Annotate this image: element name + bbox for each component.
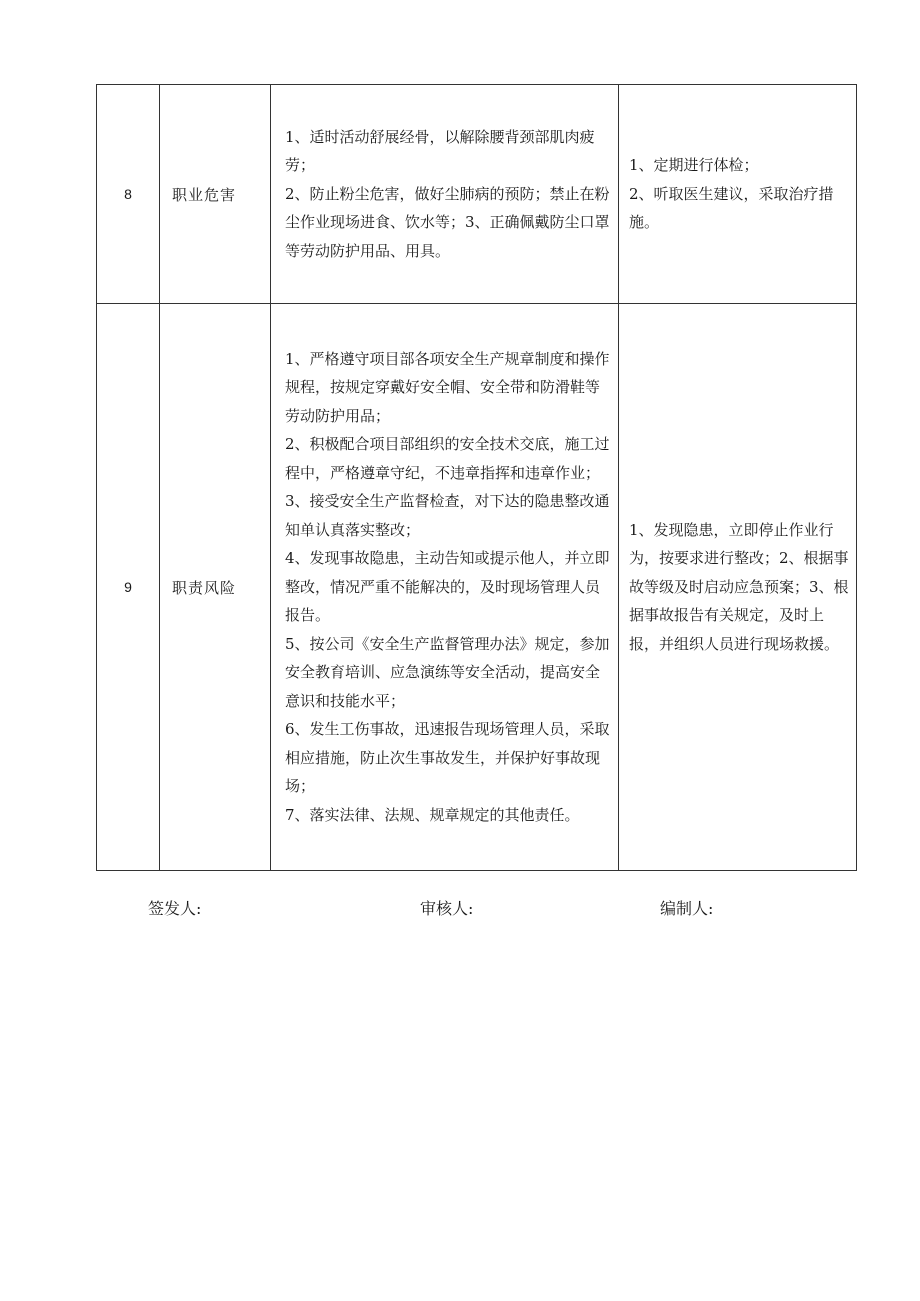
control-measures [271,304,619,871]
control-measures [271,85,619,304]
emergency-response [619,85,857,304]
table-row [97,304,857,871]
compiler-signature-label: 编制人: [660,899,714,918]
signature-line [0,896,920,924]
measure-item: 1、适时活动舒展经骨，以解除腰背颈部肌肉疲劳； [285,127,595,175]
emergency-response [619,304,857,871]
table-row [97,85,857,304]
measure-item: 2、防止粉尘危害，做好尘肺病的预防；禁止在粉尘作业现场进食、饮水等；3、正确佩戴防尘口罩等劳动防护用品、用具。 [285,184,610,260]
row-number: 9 [97,304,160,871]
measure-item: 4、发现事故隐患，主动告知或提示他人，并立即整改，情况严重不能解决的，及时现场管理人员报告。 [285,549,610,625]
risk-type: 职业危害 [160,85,271,304]
response-item: 1、发现隐患，立即停止作业行为，按要求进行整改；2、根据事故等级及时启动应急预案；3、根据事故报告有关规定，及时上报，并组织人员进行现场救援。 [629,520,849,653]
risk-type: 职责风险 [160,304,271,871]
measure-item: 6、发生工伤事故，迅速报告现场管理人员，采取相应措施，防止次生事故发生，并保护好事故现场； [285,720,610,796]
measure-item: 2、积极配合项目部组织的安全技术交底，施工过程中，严格遵章守纪，不违章指挥和违章作业； [285,435,610,482]
measure-item: 1、严格遵守项目部各项安全生产规章制度和操作规程，按规定穿戴好安全帽、安全带和防滑鞋等劳动防护用品； [285,349,610,425]
response-item: 2、听取医生建议，采取治疗措施。 [629,184,834,232]
measure-item: 7、落实法律、法规、规章规定的其他责任。 [285,805,580,824]
reviewer-signature-label: 审核人: [420,899,474,918]
row-number: 8 [97,85,160,304]
response-item: 1、定期进行体检； [629,156,759,175]
risk-table [96,84,857,871]
measure-item: 5、按公司《安全生产监督管理办法》规定，参加安全教育培训、应急演练等安全活动，提高安全意识和技能水平； [285,634,610,710]
issuer-signature-label: 签发人: [148,899,202,918]
measure-item: 3、接受安全生产监督检查，对下达的隐患整改通知单认真落实整改； [285,492,610,539]
